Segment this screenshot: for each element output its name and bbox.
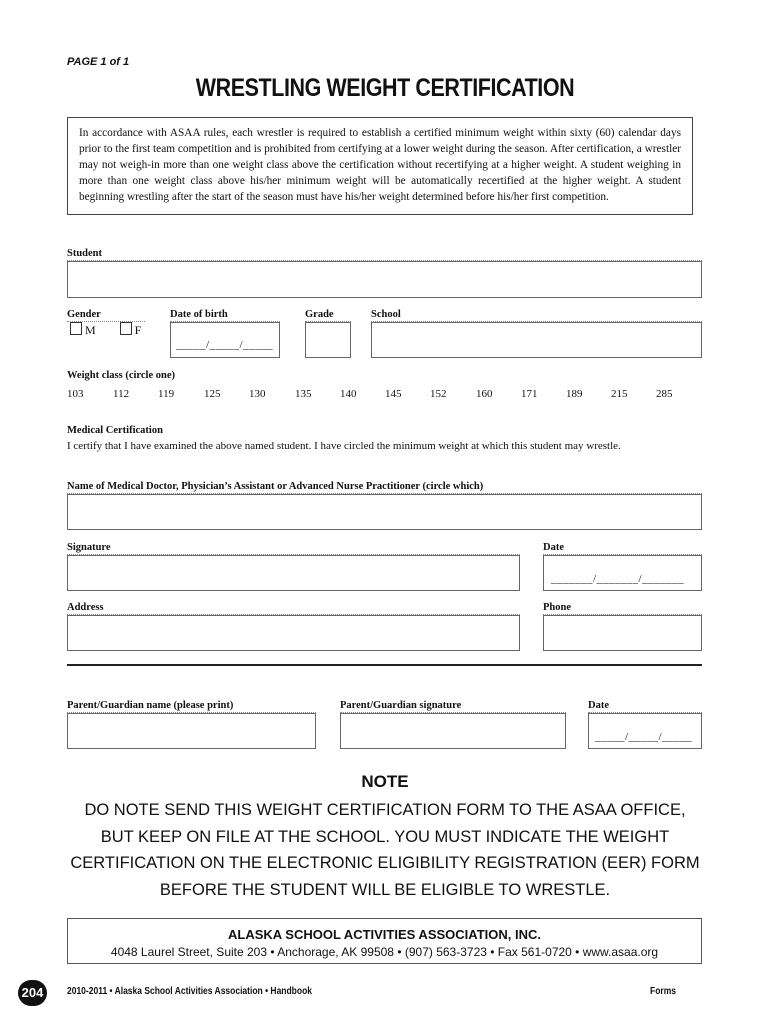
weight-class-option[interactable]: 152 xyxy=(430,388,447,400)
parent-name-field[interactable] xyxy=(67,713,316,749)
address-field[interactable] xyxy=(67,615,520,651)
weight-class-option[interactable]: 125 xyxy=(204,388,221,400)
medical-statement: I certify that I have examined the above named student. I have circled the minimum weight at which this student may wrestle. xyxy=(67,440,621,452)
page-label: PAGE 1 of 1 xyxy=(67,56,130,68)
gender-label: Gender xyxy=(67,309,145,322)
gender-f-label: F xyxy=(134,323,142,337)
medical-date-blank: _______/_______/_______ xyxy=(551,573,685,585)
grade-field[interactable] xyxy=(305,322,351,358)
note-line: CERTIFICATION ON THE ELECTRONIC ELIGIBILITY REGISTRATION (EER) FORM xyxy=(70,854,700,872)
medical-provider-field[interactable] xyxy=(67,494,702,530)
medical-provider-label: Name of Medical Doctor, Physician’s Assistant or Advanced Nurse Practitioner (circle which) xyxy=(67,481,702,494)
weight-class-option[interactable]: 135 xyxy=(295,388,312,400)
note-line: BUT KEEP ON FILE AT THE SCHOOL. YOU MUST INDICATE THE WEIGHT xyxy=(100,827,670,846)
school-label: School xyxy=(371,309,702,322)
note-text xyxy=(60,797,710,903)
association-address: 4048 Laurel Street, Suite 203 • Anchorage, AK 99508 • (907) 563-3723 • Fax 561-0720 • www.asaa.org xyxy=(110,945,659,959)
dob-label: Date of birth xyxy=(170,309,280,322)
gender-f-checkbox[interactable] xyxy=(120,322,132,335)
parent-signature-field[interactable] xyxy=(340,713,566,749)
gender-m-checkbox[interactable] xyxy=(70,322,82,335)
note-title: NOTE xyxy=(361,772,409,791)
dob-field[interactable] xyxy=(170,322,280,358)
handbook-footer: 2010-2011 • Alaska School Activities Association • Handbook xyxy=(67,986,312,997)
student-label: Student xyxy=(67,248,702,261)
section-footer: Forms xyxy=(650,986,676,997)
medical-heading: Medical Certification xyxy=(67,425,163,436)
weight-class-label: Weight class (circle one) xyxy=(67,370,175,381)
weight-class-option[interactable]: 119 xyxy=(158,388,175,400)
grade-label: Grade xyxy=(305,309,351,322)
weight-class-option[interactable]: 112 xyxy=(113,388,130,400)
dob-blank: _____/_____/_____ xyxy=(176,339,274,351)
parent-date-field[interactable] xyxy=(588,713,702,749)
weight-class-option[interactable]: 140 xyxy=(340,388,357,400)
weight-class-option[interactable]: 160 xyxy=(476,388,493,400)
weight-class-option[interactable]: 103 xyxy=(67,388,84,400)
parent-date-blank: _____/_____/_____ xyxy=(595,731,693,743)
weight-class-option[interactable]: 171 xyxy=(521,388,538,400)
association-box xyxy=(67,918,702,964)
note-line: DO NOTE SEND THIS WEIGHT CERTIFICATION FORM TO THE ASAA OFFICE, xyxy=(84,801,686,819)
student-name-field[interactable] xyxy=(67,261,702,298)
weight-class-option[interactable]: 189 xyxy=(566,388,583,400)
note-line: BEFORE THE STUDENT WILL BE ELIGIBLE TO WRESTLE. xyxy=(159,880,611,899)
intro-paragraph: In accordance with ASAA rules, each wrestler is required to establish a certified minimum weight within sixty (60) calendar days prior to the first team competition and is prohibited from certifying at a lower weight during the season. After certification, a wrestler may not weigh-in more than one weight class above the certification without recertifying at a higher weight. A student weighing in more than one weight class above his/her minimum weight will be automatically recertified at the higher weight. A student beginning wrestling after the start of the season must have his/her weight determined before his/her first competition. xyxy=(67,117,693,215)
gender-m-label: M xyxy=(85,323,96,337)
address-label: Address xyxy=(67,602,520,615)
weight-class-option[interactable]: 285 xyxy=(656,388,673,400)
medical-date-label: Date xyxy=(543,542,702,555)
association-name: ALASKA SCHOOL ACTIVITIES ASSOCIATION, INC. xyxy=(228,927,541,942)
parent-date-label: Date xyxy=(588,700,702,713)
phone-label: Phone xyxy=(543,602,702,615)
page-number-badge: 204 xyxy=(18,980,47,1006)
gender-options xyxy=(70,322,141,338)
signature-label: Signature xyxy=(67,542,520,555)
parent-signature-label: Parent/Guardian signature xyxy=(340,700,566,713)
medical-date-field[interactable] xyxy=(543,555,702,591)
parent-name-label: Parent/Guardian name (please print) xyxy=(67,700,316,713)
signature-field[interactable] xyxy=(67,555,520,591)
weight-class-option[interactable]: 145 xyxy=(385,388,402,400)
weight-class-option[interactable]: 130 xyxy=(249,388,266,400)
weight-class-option[interactable]: 215 xyxy=(611,388,628,400)
page-title: WRESTLING WEIGHT CERTIFICATION xyxy=(195,74,575,102)
phone-field[interactable] xyxy=(543,615,702,651)
school-field[interactable] xyxy=(371,322,702,358)
section-divider xyxy=(67,664,702,666)
